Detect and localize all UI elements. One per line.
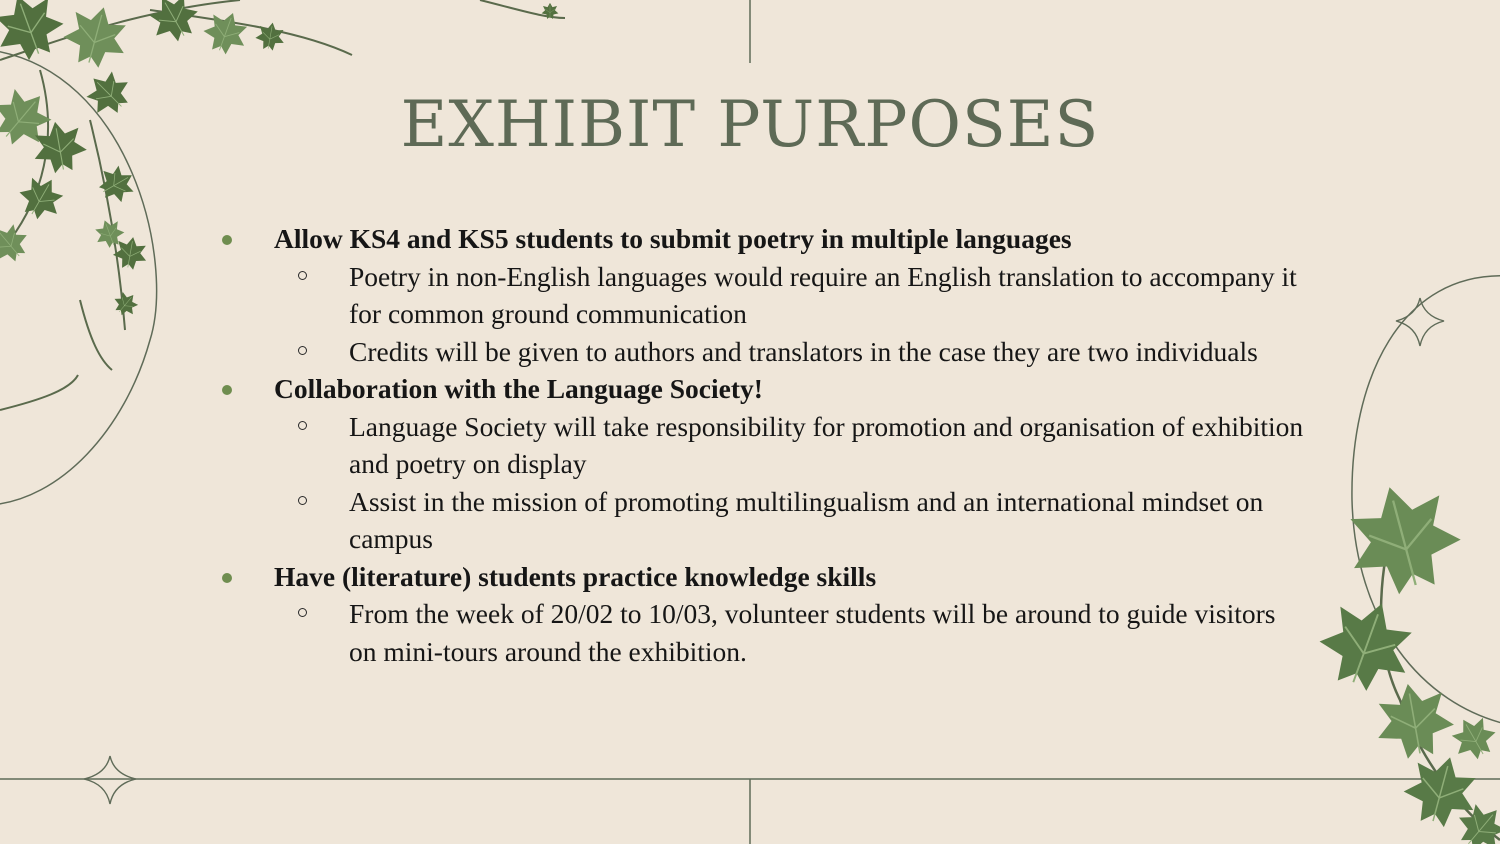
bullet-heading: Allow KS4 and KS5 students to submit poetry in multiple languages [274,223,1072,254]
bullet-list [218,220,1308,670]
sparkle-star-icon [84,756,136,804]
sub-bullet-item [274,333,1308,371]
sub-bullet-list [274,258,1308,371]
bullet-heading: Have (literature) students practice knowledge skills [274,560,877,592]
slide-content [218,220,1308,670]
sub-bullet-text: From the week of 20/02 to 10/03, volunteer students will be around to guide visitors on mini-tours around the exhibition. [349,598,1276,667]
sub-bullet-text: Poetry in non-English languages would require an English translation to accompany it for common ground communication [349,260,1297,329]
sub-bullet-text: Assist in the mission of promoting multilingualism and an international mindset on campus [349,485,1264,554]
bullet-dot-icon [222,235,232,245]
bullet-item [218,370,1308,558]
hollow-circle-icon [298,608,307,617]
bullet-heading: Collaboration with the Language Society! [274,373,763,404]
sub-bullet-item [274,258,1308,333]
hollow-circle-icon [298,421,307,430]
sub-bullet-item [274,408,1308,483]
sub-bullet-text: Credits will be given to authors and translators in the case they are two individuals [349,335,1258,367]
sparkle-star-icon [1396,298,1444,346]
bullet-dot-icon [222,385,232,395]
hollow-circle-icon [298,346,307,355]
sub-bullet-item [274,483,1308,558]
hollow-circle-icon [298,271,307,280]
sub-bullet-list [274,408,1308,558]
sub-bullet-text: Language Society will take responsibility for promotion and organisation of exhibition and poetry on display [349,410,1304,479]
sub-bullet-item [274,595,1308,670]
bullet-item [218,558,1308,671]
slide-title: EXHIBIT PURPOSES [400,88,1100,162]
sub-bullet-list [274,595,1308,670]
bullet-item [218,220,1308,370]
hollow-circle-icon [298,496,307,505]
bullet-dot-icon [222,573,232,583]
ivy-bottom-right [1309,473,1500,844]
